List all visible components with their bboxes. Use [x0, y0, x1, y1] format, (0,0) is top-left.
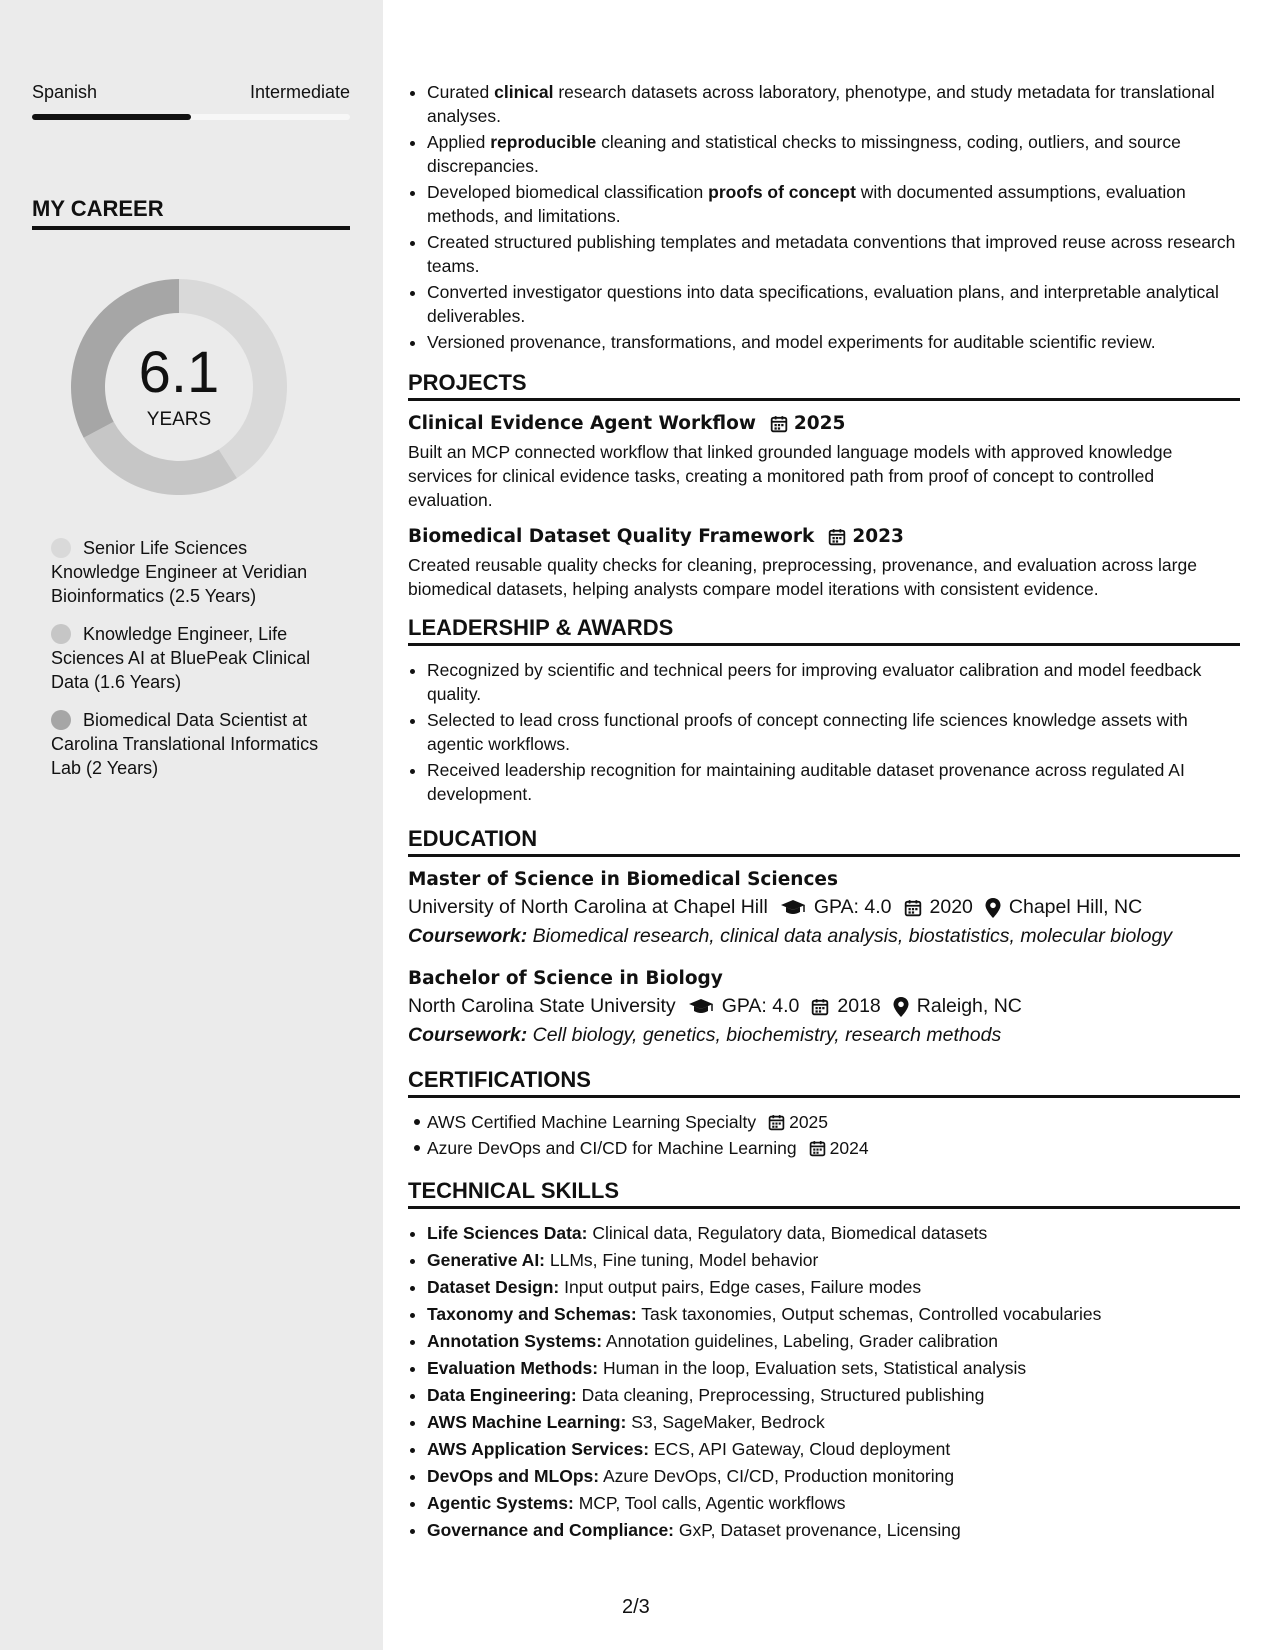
- bullet-text: Curated: [427, 82, 495, 102]
- coursework-label: Coursework:: [408, 1024, 528, 1046]
- calendar-icon: [770, 415, 788, 433]
- coursework: [408, 925, 1240, 948]
- skill-item: [427, 1518, 1240, 1542]
- project-year: 2023: [852, 526, 904, 547]
- degree-title: Master of Science in Biomedical Sciences: [408, 869, 838, 890]
- career-heading: MY CAREER: [32, 196, 350, 230]
- skill-values: Data cleaning, Preprocessing, Structured publishing: [576, 1385, 985, 1405]
- bullet-text: cleaning and statistical checks to missingness, coding, outliers, and source discrepancies.: [427, 132, 1181, 176]
- bullet-text: Developed biomedical classification: [427, 182, 709, 202]
- skill-item: [427, 1464, 1240, 1488]
- career-total-unit: YEARS: [146, 409, 212, 430]
- language-row: [32, 82, 350, 103]
- language-name: Spanish: [32, 82, 98, 102]
- school-location: Chapel Hill, NC: [1008, 896, 1143, 918]
- bullet-text: Versioned provenance, transformations, and model experiments for auditable scientific review.: [427, 332, 1156, 352]
- bullet-text: with documented assumptions, evaluation methods, and limitations.: [427, 182, 1186, 226]
- skill-values: Input output pairs, Edge cases, Failure modes: [559, 1277, 922, 1297]
- coursework-list: Biomedical research, clinical data analysis, biostatistics, molecular biology: [527, 925, 1173, 947]
- project-description: Built an MCP connected workflow that linked grounded language models with approved knowledge services for clinical evidence tasks, creating a monitored path from proof of concept to controlled evaluation.: [408, 442, 1173, 510]
- career-legend-item: [51, 536, 331, 608]
- experience-bullets: [408, 80, 1240, 354]
- experience-bullet: [427, 330, 1240, 354]
- certifications-list: [408, 1110, 1240, 1160]
- donut-slice-2: [84, 422, 237, 495]
- project-title: Biomedical Dataset Quality Framework: [408, 526, 815, 547]
- legend-dot: [51, 538, 71, 558]
- skill-category: Governance and Compliance:: [427, 1520, 675, 1540]
- skill-item: [427, 1221, 1240, 1245]
- bullet-text: Converted investigator questions into data specifications, evaluation plans, and interpretable analytical deliverables.: [427, 282, 1219, 326]
- skill-item: [427, 1275, 1240, 1299]
- skill-item: [427, 1437, 1240, 1461]
- leadership-item: • Selected to lead cross functional proofs of concept connecting life sciences knowledge assets with agentic workflows.: [427, 708, 1240, 756]
- gpa: GPA: 4.0: [721, 995, 800, 1017]
- location-pin-icon: [893, 997, 909, 1017]
- skill-item: [427, 1302, 1240, 1326]
- career-legend-text: Senior Life Sciences Knowledge Engineer at Veridian Bioinformatics (2.5 Years): [51, 538, 308, 606]
- skill-item: [427, 1491, 1240, 1515]
- skill-category: Data Engineering:: [427, 1385, 577, 1405]
- calendar-icon: [904, 899, 922, 917]
- project-title-row: [408, 526, 1240, 547]
- sidebar: [0, 0, 383, 1650]
- degree-title: Bachelor of Science in Biology: [408, 968, 723, 989]
- graduation-year: 2020: [929, 896, 973, 918]
- experience-bullet: [427, 130, 1240, 178]
- leadership-item: • Received leadership recognition for maintaining auditable dataset provenance across regulated AI development.: [427, 758, 1240, 806]
- project-title-row: [408, 413, 1240, 434]
- bullet-emphasis: reproducible: [490, 132, 597, 152]
- bullet-emphasis: clinical: [494, 82, 554, 102]
- skill-item: [427, 1248, 1240, 1272]
- skill-category: Dataset Design:: [427, 1277, 560, 1297]
- career-legend-text: Knowledge Engineer, Life Sciences AI at BluePeak Clinical Data (1.6 Years): [51, 624, 311, 692]
- skill-values: S3, SageMaker, Bedrock: [626, 1412, 825, 1432]
- career-legend-item: [51, 708, 331, 780]
- graduation-cap-icon: [688, 998, 714, 1016]
- skill-values: Azure DevOps, CI/CD, Production monitoring: [599, 1466, 955, 1486]
- bullet-text: Applied: [427, 132, 491, 152]
- language-proficiency-fill: [32, 114, 191, 120]
- school-location: Raleigh, NC: [916, 995, 1022, 1017]
- legend-dot: [51, 624, 71, 644]
- bullet-text: research datasets across laboratory, phenotype, and study metadata for translational analyses.: [427, 82, 1215, 126]
- skill-category: DevOps and MLOps:: [427, 1466, 600, 1486]
- graduation-year: 2018: [837, 995, 881, 1017]
- school-name: North Carolina State University: [408, 995, 676, 1017]
- projects-heading: PROJECTS: [408, 370, 1240, 401]
- graduation-cap-icon: [780, 899, 806, 917]
- calendar-icon: [809, 1140, 826, 1157]
- skill-category: AWS Machine Learning:: [427, 1412, 627, 1432]
- calendar-icon: [768, 1114, 785, 1131]
- page-number: 2/3: [622, 1596, 650, 1618]
- bullet-emphasis: proofs of concept: [708, 182, 856, 202]
- skill-category: Taxonomy and Schemas:: [427, 1304, 637, 1324]
- skills-list: [408, 1221, 1240, 1542]
- skill-category: Generative AI:: [427, 1250, 546, 1270]
- career-total-value: 6.1: [138, 340, 220, 405]
- location-pin-icon: [985, 898, 1001, 918]
- bullet-text: Created structured publishing templates and metadata conventions that improved reuse across research teams.: [427, 232, 1236, 276]
- language-proficiency-bar: [32, 114, 350, 120]
- skill-item: [427, 1383, 1240, 1407]
- certification-item: [427, 1110, 1240, 1134]
- language-level: Intermediate: [249, 82, 350, 102]
- certification-year: 2024: [829, 1138, 869, 1158]
- skill-category: Evaluation Methods:: [427, 1358, 599, 1378]
- experience-bullet: [427, 280, 1240, 328]
- education-details: [408, 995, 1240, 1018]
- legend-dot: [51, 710, 71, 730]
- certification-item: [427, 1136, 1240, 1160]
- certification-name: Azure DevOps and CI/CD for Machine Learning: [427, 1138, 797, 1158]
- skill-values: MCP, Tool calls, Agentic workflows: [573, 1493, 846, 1513]
- skill-item: [427, 1329, 1240, 1353]
- calendar-icon: [828, 528, 846, 546]
- experience-bullet: [427, 180, 1240, 228]
- skill-item: [427, 1410, 1240, 1434]
- career-legend: [51, 536, 331, 794]
- skill-category: Life Sciences Data:: [427, 1223, 588, 1243]
- coursework-label: Coursework:: [408, 925, 528, 947]
- project-description: Created reusable quality checks for cleaning, preprocessing, provenance, and evaluation across large biomedical datasets, helping analysts compare model iterations with consistent evidence.: [408, 555, 1197, 599]
- experience-bullet: [427, 80, 1240, 128]
- certification-name: AWS Certified Machine Learning Specialty: [427, 1112, 757, 1132]
- coursework: [408, 1024, 1240, 1047]
- skill-category: AWS Application Services:: [427, 1439, 650, 1459]
- school-name: University of North Carolina at Chapel Hill: [408, 896, 768, 918]
- calendar-icon: [811, 998, 829, 1016]
- projects-list: [408, 413, 1240, 601]
- skills-heading: TECHNICAL SKILLS: [408, 1178, 1240, 1209]
- career-legend-text: Biomedical Data Scientist at Carolina Translational Informatics Lab (2 Years): [51, 710, 319, 778]
- skill-values: Human in the loop, Evaluation sets, Statistical analysis: [598, 1358, 1027, 1378]
- certification-year: 2025: [789, 1112, 829, 1132]
- main-content: [408, 80, 1240, 1545]
- skill-values: Task taxonomies, Output schemas, Controlled vocabularies: [636, 1304, 1102, 1324]
- project-year: 2025: [793, 413, 846, 434]
- skill-values: ECS, API Gateway, Cloud deployment: [649, 1439, 951, 1459]
- education-list: [408, 869, 1240, 1047]
- certifications-heading: CERTIFICATIONS: [408, 1067, 1240, 1098]
- skill-values: GxP, Dataset provenance, Licensing: [674, 1520, 961, 1540]
- coursework-list: Cell biology, genetics, biochemistry, research methods: [527, 1024, 1002, 1046]
- skill-category: Annotation Systems:: [427, 1331, 603, 1351]
- project-title: Clinical Evidence Agent Workflow: [408, 413, 756, 434]
- leadership-item: • Recognized by scientific and technical peers for improving evaluator calibration and model feedback quality.: [427, 658, 1240, 706]
- skill-values: Clinical data, Regulatory data, Biomedical datasets: [587, 1223, 988, 1243]
- skill-values: LLMs, Fine tuning, Model behavior: [545, 1250, 819, 1270]
- skill-category: Agentic Systems:: [427, 1493, 574, 1513]
- skill-item: [427, 1356, 1240, 1380]
- gpa: GPA: 4.0: [813, 896, 892, 918]
- career-legend-item: [51, 622, 331, 694]
- education-heading: EDUCATION: [408, 826, 1240, 857]
- skill-values: Annotation guidelines, Labeling, Grader calibration: [602, 1331, 998, 1351]
- leadership-heading: LEADERSHIP & AWARDS: [408, 615, 1240, 646]
- education-details: [408, 896, 1240, 919]
- leadership-list: [408, 658, 1240, 806]
- experience-bullet: [427, 230, 1240, 278]
